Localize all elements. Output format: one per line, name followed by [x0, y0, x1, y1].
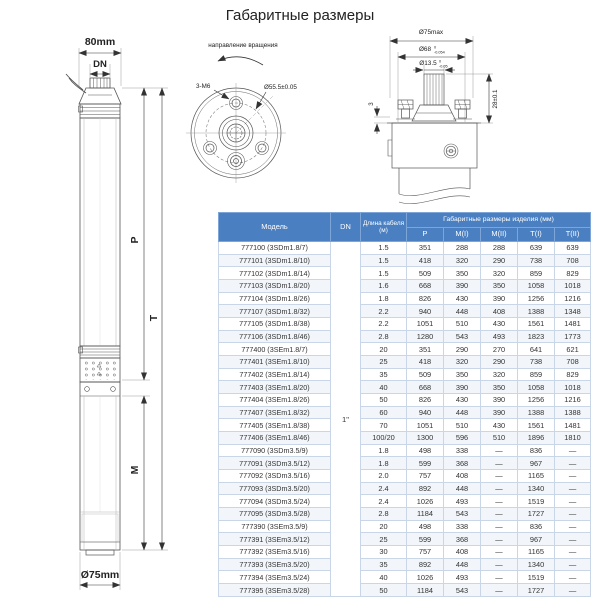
value-cell: 859: [518, 267, 555, 280]
value-cell: 40: [361, 571, 407, 584]
dim-75mm-label: Ø75mm: [80, 569, 120, 581]
value-cell: —: [481, 533, 518, 546]
value-cell: 338: [444, 444, 481, 457]
value-cell: 498: [407, 444, 444, 457]
value-cell: —: [481, 457, 518, 470]
header-model: Модель: [219, 213, 331, 242]
table-row: [219, 584, 591, 597]
table-row: [219, 330, 591, 343]
value-cell: 2.2: [361, 318, 407, 331]
table-row: [219, 571, 591, 584]
value-cell: 543: [444, 508, 481, 521]
dim-d68-label: Ø68: [418, 46, 432, 53]
value-cell: 543: [444, 584, 481, 597]
value-cell: 290: [481, 254, 518, 267]
value-cell: 498: [407, 520, 444, 533]
value-cell: 1519: [518, 495, 555, 508]
value-cell: 1051: [407, 318, 444, 331]
dim-d75-label: Ø75max: [418, 29, 444, 36]
value-cell: 390: [444, 280, 481, 293]
pump-discharge-port: [90, 78, 110, 88]
value-cell: 2.4: [361, 495, 407, 508]
table-row: [219, 394, 591, 407]
value-cell: 1727: [518, 508, 555, 521]
pump-intake-screen: [80, 358, 120, 382]
value-cell: 50: [361, 394, 407, 407]
value-cell: 2.8: [361, 330, 407, 343]
table-row: [219, 305, 591, 318]
value-cell: 738: [518, 254, 555, 267]
value-cell: 1184: [407, 508, 444, 521]
value-cell: 1216: [555, 292, 591, 305]
model-cell: 777102 (3SDm1.8/14): [219, 267, 331, 280]
value-cell: 430: [444, 394, 481, 407]
model-cell: 777391 (3SEm3.5/12): [219, 533, 331, 546]
dim-3-label: 3: [368, 102, 375, 106]
value-cell: 1280: [407, 330, 444, 343]
value-cell: 390: [481, 406, 518, 419]
value-cell: —: [481, 546, 518, 559]
value-cell: 829: [555, 267, 591, 280]
rotation-arrow: [218, 57, 263, 65]
value-cell: 1727: [518, 584, 555, 597]
page-title: Габаритные размеры: [225, 7, 375, 24]
value-cell: 1026: [407, 571, 444, 584]
model-cell: 777401 (3SEm1.8/10): [219, 356, 331, 369]
value-cell: 100/20: [361, 432, 407, 445]
value-cell: 2.2: [361, 305, 407, 318]
model-cell: 777406 (3SEm1.8/46): [219, 432, 331, 445]
value-cell: 1388: [555, 406, 591, 419]
value-cell: 1896: [518, 432, 555, 445]
value-cell: 60: [361, 406, 407, 419]
table-row: [219, 444, 591, 457]
model-cell: 777090 (3SDm3.5/9): [219, 444, 331, 457]
model-cell: 777100 (3SDm1.8/7): [219, 242, 331, 255]
value-cell: 20: [361, 520, 407, 533]
table-row: [219, 482, 591, 495]
value-cell: 967: [518, 533, 555, 546]
value-cell: 1340: [518, 558, 555, 571]
model-cell: 777390 (3SEm3.5/9): [219, 520, 331, 533]
value-cell: 1.8: [361, 444, 407, 457]
value-cell: 20: [361, 343, 407, 356]
pump-side-view: [66, 36, 168, 590]
dim-28-label: 28±0.1: [492, 89, 499, 109]
header-m2: M(II): [481, 228, 518, 242]
value-cell: 1018: [555, 381, 591, 394]
dim-p-label: P: [129, 236, 141, 244]
value-cell: 448: [444, 482, 481, 495]
value-cell: —: [481, 571, 518, 584]
value-cell: 892: [407, 558, 444, 571]
value-cell: 859: [518, 368, 555, 381]
value-cell: 510: [444, 318, 481, 331]
pump-top-view: [186, 42, 297, 183]
value-cell: 493: [481, 330, 518, 343]
value-cell: 1165: [518, 470, 555, 483]
table-row: [219, 520, 591, 533]
value-cell: 826: [407, 292, 444, 305]
value-cell: —: [555, 444, 591, 457]
value-cell: 1823: [518, 330, 555, 343]
model-cell: 777405 (3SEm1.8/38): [219, 419, 331, 432]
value-cell: 2.0: [361, 470, 407, 483]
value-cell: —: [555, 470, 591, 483]
model-cell: 777402 (3SEm1.8/14): [219, 368, 331, 381]
bolt-spec-label: 3-M6: [196, 83, 211, 90]
value-cell: 509: [407, 267, 444, 280]
pump-coupling: [79, 346, 121, 358]
value-cell: 493: [444, 495, 481, 508]
value-cell: 390: [481, 292, 518, 305]
value-cell: 1018: [555, 280, 591, 293]
dimensions-table: [218, 212, 591, 597]
value-cell: 350: [481, 381, 518, 394]
table-row: [219, 533, 591, 546]
value-cell: —: [555, 457, 591, 470]
value-cell: 1561: [518, 318, 555, 331]
bolt-circle-label: Ø55.5±0.05: [264, 84, 297, 91]
bolt-spec-leader: [214, 90, 229, 99]
value-cell: 967: [518, 457, 555, 470]
table-row: [219, 457, 591, 470]
value-cell: —: [481, 508, 518, 521]
table-row: [219, 470, 591, 483]
value-cell: 30: [361, 546, 407, 559]
value-cell: 757: [407, 546, 444, 559]
value-cell: —: [481, 495, 518, 508]
rotation-direction-label: направление вращения: [208, 42, 278, 49]
value-cell: 288: [444, 242, 481, 255]
value-cell: 836: [518, 444, 555, 457]
value-cell: 1165: [518, 546, 555, 559]
value-cell: 448: [444, 558, 481, 571]
header-t2: T(II): [555, 228, 591, 242]
table-row: [219, 406, 591, 419]
value-cell: 510: [444, 419, 481, 432]
value-cell: 351: [407, 343, 444, 356]
value-cell: 668: [407, 381, 444, 394]
value-cell: —: [481, 584, 518, 597]
value-cell: 390: [444, 381, 481, 394]
table-row: [219, 558, 591, 571]
table-row: [219, 508, 591, 521]
value-cell: 25: [361, 533, 407, 546]
table-row: [219, 546, 591, 559]
dim-d13-tol-upper: 0: [439, 59, 442, 64]
value-cell: 418: [407, 254, 444, 267]
model-cell: 777107 (3SDm1.8/32): [219, 305, 331, 318]
value-cell: 1810: [555, 432, 591, 445]
value-cell: 1058: [518, 381, 555, 394]
model-cell: 777105 (3SDm1.8/38): [219, 318, 331, 331]
value-cell: 408: [481, 305, 518, 318]
value-cell: 1.8: [361, 292, 407, 305]
dim-80mm-label: 80mm: [84, 36, 116, 48]
model-cell: 777093 (3SDm3.5/20): [219, 482, 331, 495]
table-row: [219, 381, 591, 394]
table-row: [219, 419, 591, 432]
value-cell: 50: [361, 584, 407, 597]
value-cell: 1388: [518, 406, 555, 419]
value-cell: 1058: [518, 280, 555, 293]
model-cell: 777407 (3SEm1.8/32): [219, 406, 331, 419]
value-cell: 1300: [407, 432, 444, 445]
value-cell: 368: [444, 457, 481, 470]
value-cell: 1216: [555, 394, 591, 407]
value-cell: 368: [444, 533, 481, 546]
model-cell: 777403 (3SEm1.8/20): [219, 381, 331, 394]
model-cell: 777091 (3SDm3.5/12): [219, 457, 331, 470]
dim-d13-label: Ø13.5: [419, 60, 437, 67]
value-cell: 290: [444, 343, 481, 356]
value-cell: 35: [361, 558, 407, 571]
model-cell: 777104 (3SDm1.8/26): [219, 292, 331, 305]
bolt-hole-left: [204, 142, 217, 155]
table-row: [219, 432, 591, 445]
table-row: [219, 318, 591, 331]
dn-value-cell: 1": [331, 242, 361, 597]
value-cell: 1.5: [361, 242, 407, 255]
value-cell: 338: [444, 520, 481, 533]
motor-bolt-right: [453, 100, 472, 119]
value-cell: 757: [407, 470, 444, 483]
value-cell: 350: [444, 368, 481, 381]
table-row: [219, 356, 591, 369]
value-cell: 621: [555, 343, 591, 356]
dim-dn-label: DN: [93, 59, 107, 70]
header-t1: T(I): [518, 228, 555, 242]
value-cell: 599: [407, 533, 444, 546]
dim-t-label: T: [148, 314, 160, 322]
model-cell: 777106 (3SDm1.8/46): [219, 330, 331, 343]
value-cell: 288: [481, 242, 518, 255]
well-pipe: [399, 168, 470, 204]
model-cell: 777092 (3SDm3.5/16): [219, 470, 331, 483]
value-cell: 1773: [555, 330, 591, 343]
value-cell: —: [555, 482, 591, 495]
value-cell: 829: [555, 368, 591, 381]
value-cell: 320: [444, 254, 481, 267]
value-cell: 708: [555, 356, 591, 369]
header-m1: M(I): [444, 228, 481, 242]
value-cell: —: [481, 520, 518, 533]
header-cable-length: Длина кабеля (м): [361, 213, 407, 242]
value-cell: 430: [481, 419, 518, 432]
value-cell: 35: [361, 368, 407, 381]
value-cell: —: [555, 558, 591, 571]
value-cell: 1.5: [361, 267, 407, 280]
value-cell: 1026: [407, 495, 444, 508]
value-cell: 350: [481, 280, 518, 293]
motor-bolt-left: [396, 100, 415, 119]
value-cell: 320: [481, 368, 518, 381]
value-cell: —: [481, 482, 518, 495]
table-header: [219, 213, 591, 242]
value-cell: 1481: [555, 318, 591, 331]
table-row: [219, 343, 591, 356]
value-cell: 738: [518, 356, 555, 369]
dim-m-label: M: [129, 465, 141, 475]
value-cell: 70: [361, 419, 407, 432]
value-cell: 351: [407, 242, 444, 255]
table-row: [219, 292, 591, 305]
value-cell: 639: [555, 242, 591, 255]
model-cell: 777103 (3SDm1.8/20): [219, 280, 331, 293]
value-cell: 1348: [555, 305, 591, 318]
value-cell: 1561: [518, 419, 555, 432]
table-row: [219, 280, 591, 293]
value-cell: 668: [407, 280, 444, 293]
value-cell: 596: [444, 432, 481, 445]
value-cell: 448: [444, 305, 481, 318]
dim-d68-tol-lower: -0.054: [434, 50, 445, 55]
value-cell: 1481: [555, 419, 591, 432]
pump-body: [80, 118, 120, 346]
table-row: [219, 242, 591, 255]
model-cell: 777095 (3SDm3.5/28): [219, 508, 331, 521]
value-cell: 509: [407, 368, 444, 381]
model-cell: 777392 (3SEm3.5/16): [219, 546, 331, 559]
model-cell: 777394 (3SEm3.5/24): [219, 571, 331, 584]
motor-shaft-view: [368, 29, 499, 204]
value-cell: 430: [444, 292, 481, 305]
value-cell: 1256: [518, 292, 555, 305]
model-cell: 777400 (3SEm1.8/7): [219, 343, 331, 356]
value-cell: —: [481, 444, 518, 457]
model-cell: 777094 (3SDm3.5/24): [219, 495, 331, 508]
value-cell: 408: [444, 470, 481, 483]
value-cell: 290: [481, 356, 518, 369]
value-cell: 350: [444, 267, 481, 280]
value-cell: 1.5: [361, 254, 407, 267]
dim-vertical-lines: [122, 88, 168, 550]
value-cell: 430: [481, 318, 518, 331]
bolt-circle-leader: [256, 92, 266, 109]
value-cell: 390: [481, 394, 518, 407]
model-cell: 777395 (3SEm3.5/28): [219, 584, 331, 597]
value-cell: 1051: [407, 419, 444, 432]
value-cell: 836: [518, 520, 555, 533]
value-cell: 1.6: [361, 280, 407, 293]
value-cell: —: [555, 520, 591, 533]
value-cell: 940: [407, 406, 444, 419]
value-cell: —: [555, 546, 591, 559]
header-dimensions-group: Габаритные размеры изделия (мм): [407, 213, 591, 228]
value-cell: 320: [481, 267, 518, 280]
value-cell: 320: [444, 356, 481, 369]
model-cell: 777393 (3SEm3.5/20): [219, 558, 331, 571]
motor-upper-body: [387, 123, 481, 168]
value-cell: 641: [518, 343, 555, 356]
table-body: [219, 242, 591, 597]
value-cell: 1519: [518, 571, 555, 584]
value-cell: 270: [481, 343, 518, 356]
value-cell: 448: [444, 406, 481, 419]
pump-motor-section: [80, 382, 120, 555]
value-cell: 1.8: [361, 457, 407, 470]
header-dn: DN: [331, 213, 361, 242]
value-cell: 408: [444, 546, 481, 559]
value-cell: 1184: [407, 584, 444, 597]
value-cell: —: [481, 470, 518, 483]
value-cell: 40: [361, 381, 407, 394]
table-row: [219, 267, 591, 280]
table-row: [219, 495, 591, 508]
value-cell: 639: [518, 242, 555, 255]
dim-d13-tol-lower: -0.05: [439, 64, 448, 69]
value-cell: 543: [444, 330, 481, 343]
value-cell: 892: [407, 482, 444, 495]
value-cell: 826: [407, 394, 444, 407]
pump-stage-stack: [79, 104, 121, 118]
value-cell: 1388: [518, 305, 555, 318]
value-cell: —: [555, 533, 591, 546]
value-cell: 493: [444, 571, 481, 584]
value-cell: —: [555, 508, 591, 521]
value-cell: —: [555, 571, 591, 584]
value-cell: —: [555, 495, 591, 508]
model-cell: 777404 (3SEm1.8/26): [219, 394, 331, 407]
value-cell: 510: [481, 432, 518, 445]
value-cell: —: [481, 558, 518, 571]
dim-d68-tol-upper: 0: [434, 45, 437, 50]
value-cell: 940: [407, 305, 444, 318]
value-cell: 2.4: [361, 482, 407, 495]
value-cell: 1340: [518, 482, 555, 495]
table-row: [219, 254, 591, 267]
value-cell: 708: [555, 254, 591, 267]
header-p: P: [407, 228, 444, 242]
model-cell: 777101 (3SDm1.8/10): [219, 254, 331, 267]
value-cell: —: [555, 584, 591, 597]
value-cell: 418: [407, 356, 444, 369]
value-cell: 25: [361, 356, 407, 369]
value-cell: 1256: [518, 394, 555, 407]
value-cell: 599: [407, 457, 444, 470]
motor-shaft-splines: [424, 74, 444, 105]
table-row: [219, 368, 591, 381]
motor-bell: [412, 105, 456, 121]
value-cell: 2.8: [361, 508, 407, 521]
